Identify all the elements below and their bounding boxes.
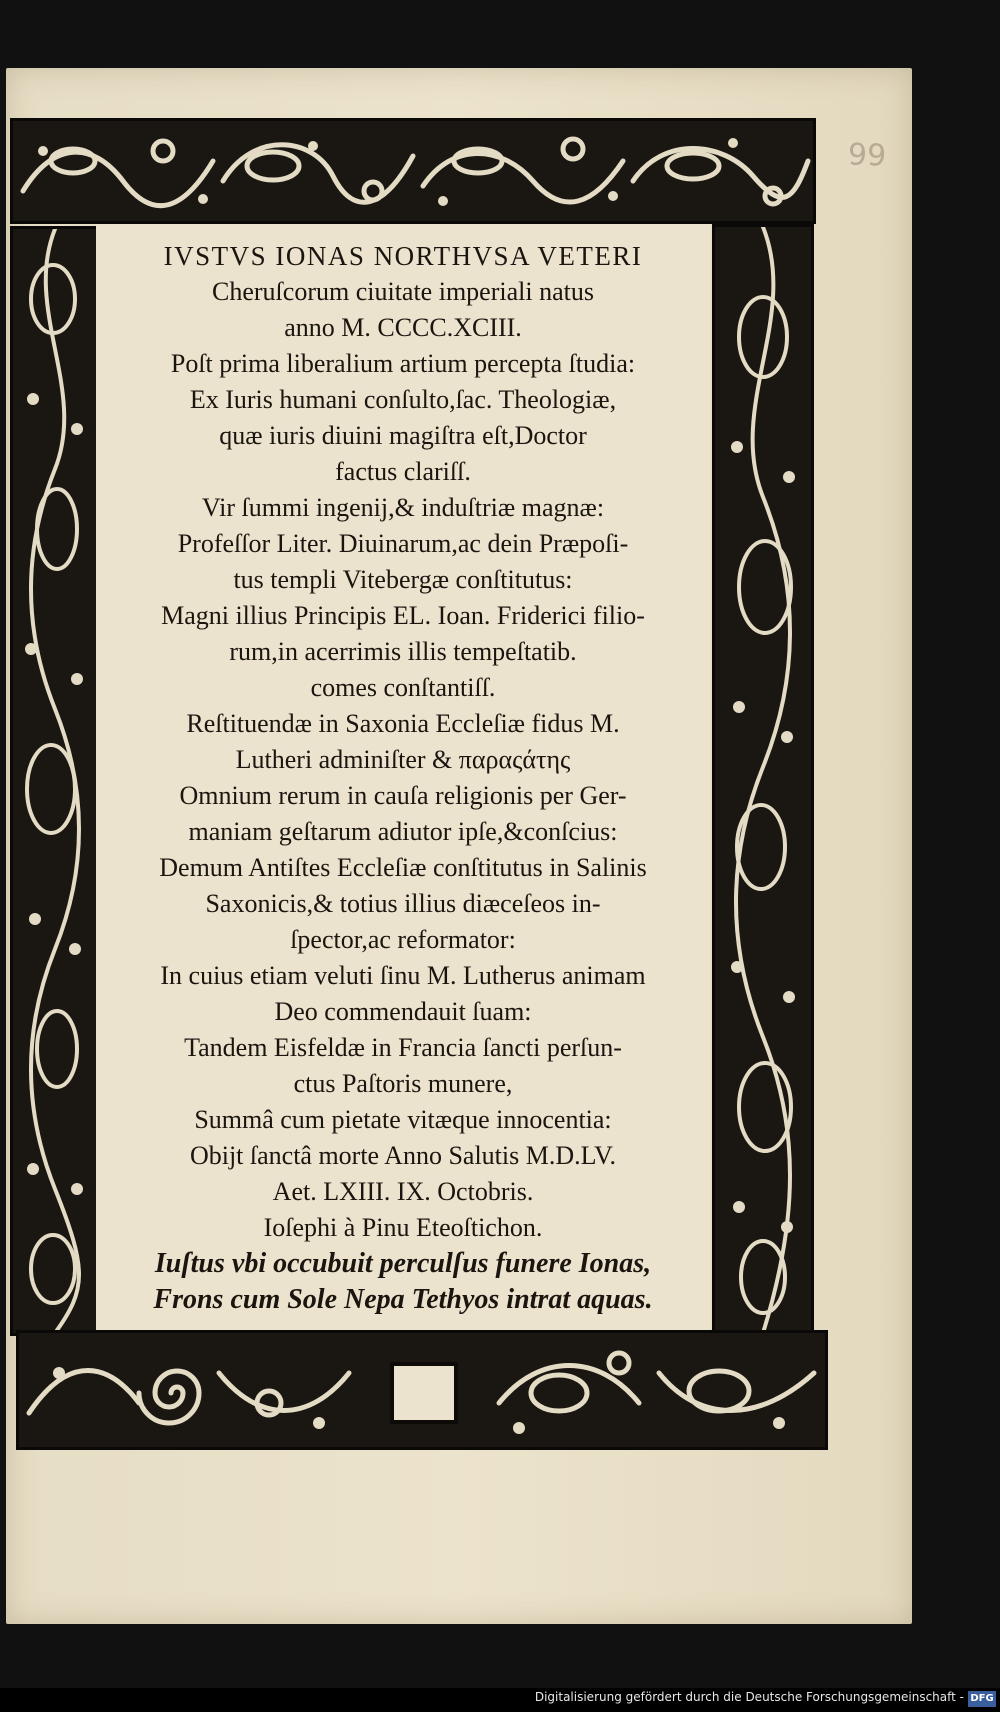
epitaph-text	[96, 238, 710, 1318]
text-line: Tandem Eisfeldæ in Francia ſancti perſun-	[184, 1033, 622, 1062]
text-line: Deo commendauit ſuam:	[274, 997, 532, 1026]
text-line: Ex Iuris humani conſulto,ſac. Theologiæ,	[189, 385, 617, 414]
text-line: Magni illius Principis EL. Ioan. Friderici filio-	[161, 601, 645, 630]
text-line: In cuius etiam veluti ſinu M. Lutherus animam	[160, 961, 646, 990]
text-line: Profeſſor Liter. Diuinarum,ac dein Præpoſi-	[177, 529, 629, 558]
woodcut-border-top	[10, 118, 816, 224]
text-line: ſpector,ac reformator:	[290, 925, 516, 954]
text-line: Aet. LXIII. IX. Octobris.	[272, 1177, 534, 1206]
folio-number: 99	[847, 137, 887, 174]
verse-line: Iuſtus vbi occubuit perculſus funere Ionas,	[154, 1248, 652, 1279]
dfg-logo: DFG	[968, 1691, 996, 1707]
epitaph-panel	[96, 224, 710, 1330]
text-line: Ioſephi à Pinu Eteoſtichon.	[263, 1213, 543, 1242]
text-line: Saxonicis,& totius illius diæceſeos in-	[205, 889, 601, 918]
text-line: quæ iuris diuini magiſtra eſt,Doctor	[219, 421, 587, 450]
text-line: rum,in acerrimis illis tempeſtatib.	[229, 637, 577, 666]
text-line: Poſt prima liberalium artium percepta ſtudia:	[170, 349, 636, 378]
text-line: Obijt ſanctâ morte Anno Salutis M.D.LV.	[189, 1141, 617, 1170]
empty-cartouche	[390, 1362, 458, 1424]
text-line: ctus Paſtoris munere,	[293, 1069, 513, 1098]
woodcut-border-right	[712, 224, 814, 1336]
text-line: Lutheri adminiſter & παραςάτης	[235, 745, 571, 774]
text-line: IVSTVS IONAS NORTHVSA VETERI	[163, 241, 643, 271]
text-line: Reſtituendæ in Saxonia Eccleſiæ fidus M.	[186, 709, 620, 738]
text-line: Vir ſummi ingenij,& induſtriæ magnæ:	[201, 493, 605, 522]
text-line: Summâ cum pietate vitæque innocentia:	[194, 1105, 612, 1134]
text-line: comes conſtantiſſ.	[310, 673, 496, 702]
text-line: factus clariſſ.	[335, 457, 471, 486]
text-line: anno M. CCCC.XCIII.	[284, 313, 522, 342]
text-line: tus templi Vitebergæ conſtitutus:	[233, 565, 573, 594]
digitization-footer	[0, 1688, 1000, 1712]
text-line: Omnium rerum in cauſa religionis per Ger-	[179, 781, 627, 810]
text-line: maniam geſtarum adiutor ipſe,&conſcius:	[188, 817, 618, 846]
woodcut-border-left	[10, 226, 100, 1336]
footer-credit: Digitalisierung gefördert durch die Deutsche Forschungsgemeinschaft -	[534, 1690, 964, 1704]
text-line: Cheruſcorum ciuitate imperiali natus	[212, 277, 594, 306]
text-line: Demum Antiſtes Eccleſiæ conſtitutus in Salinis	[159, 853, 647, 882]
verse-line: Frons cum Sole Nepa Tethyos intrat aquas.	[153, 1284, 653, 1315]
